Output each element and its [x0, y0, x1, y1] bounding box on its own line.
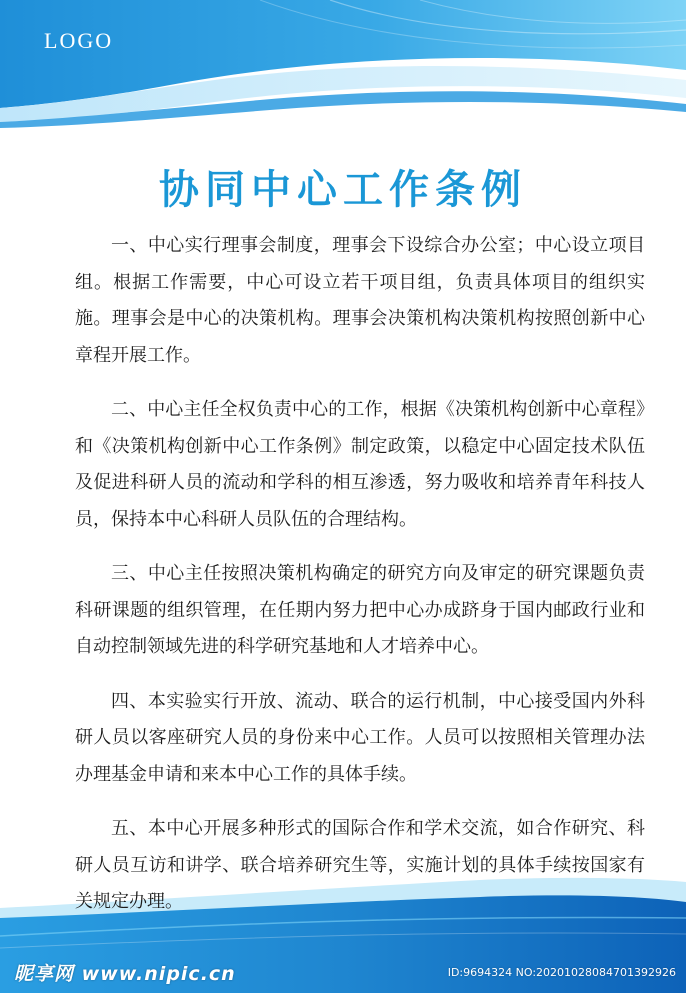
- paragraph-2: 二、中心主任全权负责中心的工作，根据《决策机构创新中心章程》和《决策机构创新中心工作条例》制定政策，以稳定中心固定技术队伍及促进科研人员的流动和学科的相互渗透，努力吸收和培养青年科技人员，保持本中心科研人员队伍的合理结构。: [75, 399, 645, 530]
- paragraph-3: 三、中心主任按照决策机构确定的研究方向及审定的研究课题负责科研课题的组织管理，在任期内努力把中心办成跻身于国内邮政行业和自动控制领域先进的科学研究基地和人才培养中心。: [75, 563, 645, 657]
- paragraph-5: 五、本中心开展多种形式的国际合作和学术交流，如合作研究、科研人员互访和讲学、联合培养研究生等，实施计划的具体手续按国家有关规定办理。: [75, 818, 645, 912]
- watermark-bar: [0, 953, 686, 993]
- watermark-id: ID:9694324 NO:20201028084701392926: [447, 966, 676, 979]
- watermark-site: 昵享网 www.nipic.cn: [14, 963, 236, 985]
- regulations-body: [75, 228, 645, 939]
- page-title: 协同中心工作条例: [159, 167, 527, 213]
- paragraph-4: 四、本实验实行开放、流动、联合的运行机制，中心接受国内外科研人员以客座研究人员的身份来中心工作。人员可以按照相关管理办法办理基金申请和来本中心工作的具体手续。: [75, 690, 645, 785]
- paragraph-1: 一、中心实行理事会制度，理事会下设综合办公室；中心设立项目组。根据工作需要，中心可设立若干项目组，负责具体项目的组织实施。理事会是中心的决策机构。理事会决策机构决策机构按照创新中心章程开展工作。: [75, 235, 645, 366]
- logo: LOGO: [44, 28, 114, 53]
